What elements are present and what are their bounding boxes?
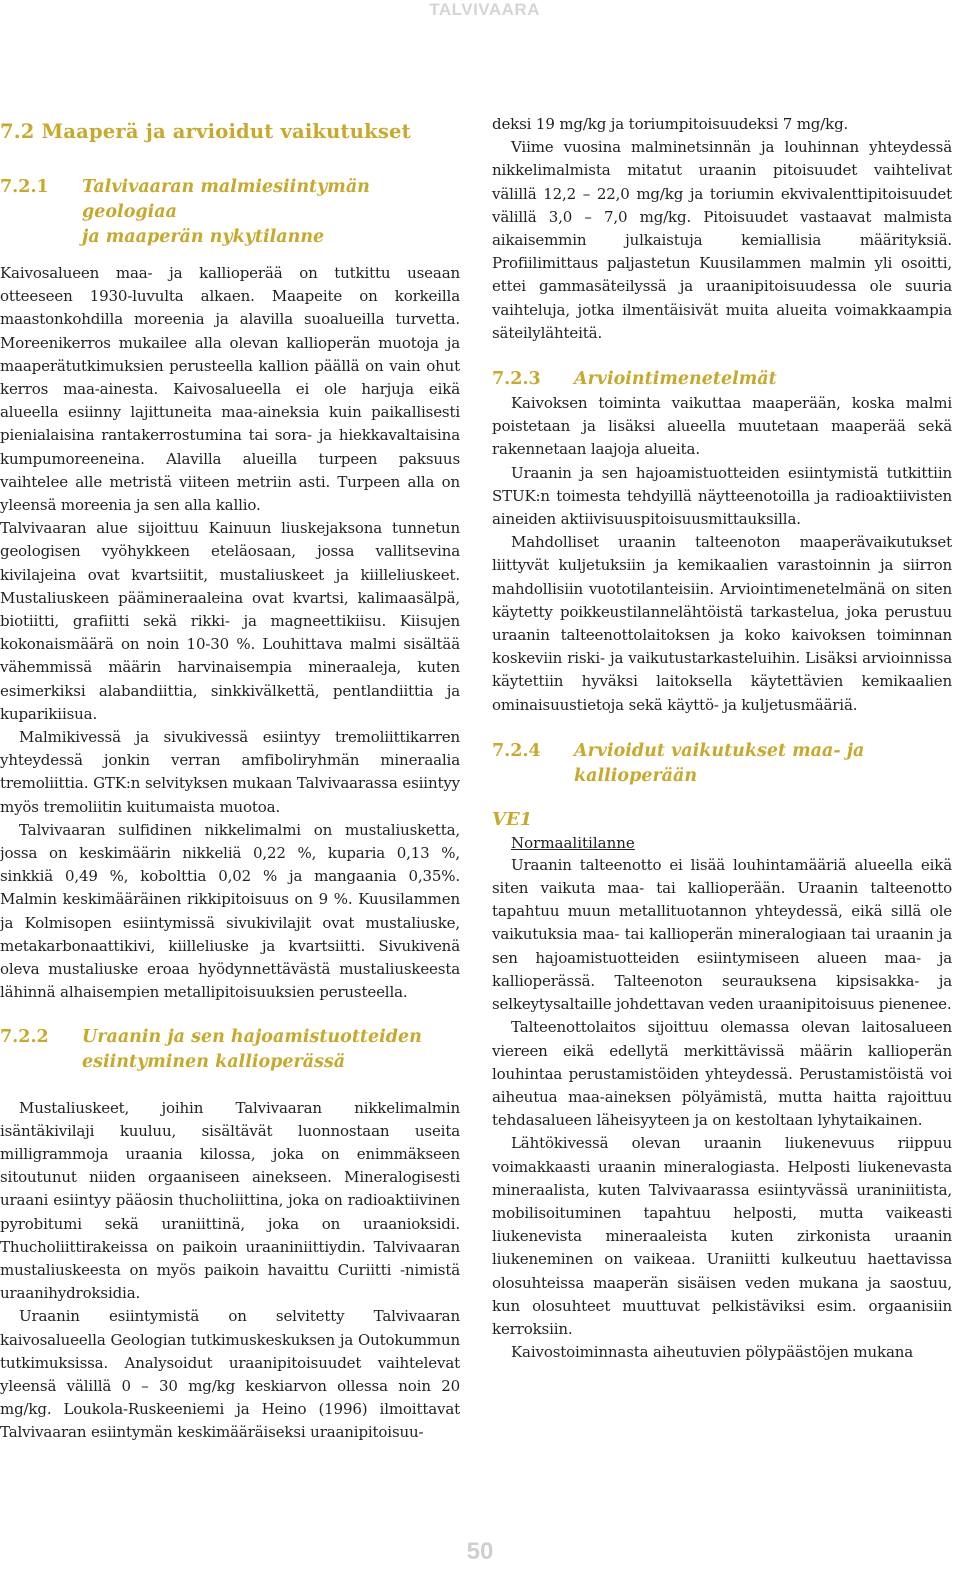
subsection-number: 7.2.4	[492, 740, 541, 761]
page-number: 50	[466, 1538, 494, 1565]
paragraph: Malmikivessä ja sivukivessä esiintyy tremoliittikarren yhteydessä jonkin verran amfiboliryhmän mineraalia tremoliittia. GTK:n selvityksen mukaan Talvivaarassa esiintyy myös tremoliitin kuitumaista muotoa.	[0, 728, 460, 816]
subsection-title-line: kallioperään	[574, 765, 698, 786]
paragraph: Mustaliuskeet, joihin Talvivaaran nikkelimalmin isäntäkivilaji kuuluu, sisältävät luonnostaan useita milligrammoja uraania kilossa, joka on enimmäkseen sitoutunut niiden orgaaniseen ainekseen. Mineralogisesti uraani esiintyy pääosin thucholiittina, joka on radioaktiivinen pyrobitumi sekä uraniittinä, joka on uraanioksidi. Thucholiittirakeissa on paikoin uraaniniittiydin. Talvivaaran mustaliuskeesta on myös paikoin havaittu Curiitti -nimistä uraanihydroksidia.	[0, 1098, 460, 1303]
subsection-title	[574, 739, 864, 789]
paragraph: Uraanin talteenotto ei lisää louhintamääriä alueella eikä siten vaikuta maa- tai kallioperään. Uraanin talteenotto tapahtuu muun metallituotannon yhteydessä, eikä sillä ole vaikutuksia maa- tai kallioperän mineralogiaan tai uraanin ja sen hajoamistuotteiden esiintymiseen alueen maa- ja kallioperässä. Talteenoton seurauksena kipsisakka- ja selkeytysaltaille johdettavan veden uraanipitoisuus pienenee.	[492, 855, 952, 1014]
subsection-title	[82, 1025, 422, 1075]
paragraph: Mahdolliset uraanin talteenoton maaperävaikutukset liittyvät kuljetuksiin ja kemikaalien varastoinnin ja siirron mahdollisiin vuototilanteisiin. Arviointimenetelmänä on siten käytetty poikkeustilannelähtöistä tarkastelua, joka perustuu uraanin talteenottolaitoksen ja koko kaivoksen toiminnan koskeviin riski- ja vaikutustarkasteluihin. Lisäksi arvioinnissa käytettiin hyväksi laitoksella käytettävien kemikaalien ominaisuustietoja sekä käyttö- ja kuljetusmääriä.	[492, 533, 952, 714]
subsection-title: Arviointimenetelmät	[574, 369, 777, 390]
subsection-number: 7.2.2	[0, 1026, 49, 1047]
subsection-title-line: Uraanin ja sen hajoamistuotteiden	[82, 1026, 422, 1047]
subsection-heading-7-2-3	[492, 367, 952, 392]
paragraph: Kaivoksen toiminta vaikuttaa maaperään, koska malmi poistetaan ja lisäksi alueella muutetaan maaperää sekä rakennetaan laajoja alueita.	[492, 394, 952, 459]
paragraph: Viime vuosina malminetsinnän ja louhinnan yhteydessä nikkelimalmista mitatut uraanin pitoisuudet vaihtelivat välillä 12,2 – 22,0 mg/kg ja toriumin ekvivalenttipitoisuudet välillä 3,0 – 7,0 mg/kg. Pitoisuudet vastaavat malmista aikaisemmin julkaistuja kemiallisia määrityksiä. Profiilimittaus paljastetun Kuusilammen malmin yli osoitti, ettei gammasäteilyssä ja uraanipitoisuudessa ole suuria vaihteluja, jotka ilmentäisivät muita alueita voimakkaampia säteilylähteitä.	[492, 138, 952, 342]
subsection-number: 7.2.3	[492, 369, 541, 390]
right-column	[492, 113, 952, 1364]
subsection-title-line: Talvivaaran malmiesiintymän geologiaa	[82, 177, 370, 222]
paragraph: Lähtökivessä olevan uraanin liukenevuus riippuu voimakkaasti uraanin mineralogiasta. Helposti liukenevasta mineraalista, kuten Talvivaarassa esiintyvässä uraniniitista, mobilisoituminen tapahtuu helposti, mutta vaikeasti liukenevista mineraaleista kuten zirkonista uraanin liukeneminen on vaikeaa. Uraniitti kulkeutuu haettavissa olosuhteissa maaperän sisäisen veden mukana ja saostuu, kun olosuhteet muuttuvat pelkistäviksi esim. orgaanisiin kerroksiin.	[492, 1134, 952, 1338]
subsection-title-line: Arvioidut vaikutukset maa- ja	[574, 740, 865, 761]
subsection-title	[82, 175, 460, 250]
subsection-title-line: ja maaperän nykytilanne	[82, 227, 325, 247]
paragraph: deksi 19 mg/kg ja toriumpitoisuudeksi 7 mg/kg.	[492, 115, 849, 133]
paragraph: Talvivaaran sulfidinen nikkelimalmi on mustaliusketta, jossa on keskimäärin nikkeliä 0,22 %, kuparia 0,13 %, sinkkiä 0,49 %, kobolttia 0,02 % ja mangaania 0,35%. Malmin keskimääräinen rikkipitoisuus on 9 %. Kuusilammen ja Kolmisopen esiintymissä sivukivilajit ovat mustaliuske, metakarbonaattikivi, kiilleliuske ja kvartsiitti. Sivukivenä oleva mustaliuske eroaa hyödynnettävästä mustaliuskeesta lähinnä alhaisempien metallipitoisuuksien perusteella.	[0, 820, 460, 1002]
left-column	[0, 110, 460, 1445]
paragraph: Kaivostoiminnasta aiheutuvien pölypäästöjen mukana	[511, 1343, 914, 1362]
subsection-number: 7.2.1	[0, 177, 49, 197]
paragraph: Uraanin esiintymistä on selvitetty Talvivaaran kaivosalueella Geologian tutkimuskeskuksen ja Outokummun tutkimuksissa. Analysoidut uraanipitoisuudet vaihtelevat yleensä välillä 0 – 30 mg/kg keskiarvon ollessa noin 20 mg/kg. Loukola-Ruskeeniemi ja Heino (1996) ilmoittavat Talvivaaran esiintymän keskimääräiseksi uraanipitoisuu-	[0, 1307, 460, 1442]
paragraph: Talvivaaran alue sijoittuu Kainuun liuskejaksona tunnetun geologisen vyöhykkeen eteläosaan, jossa vallitsevina kivilajeina ovat kvartsiitit, mustaliuskeet ja kiilleliuskeet. Mustaliuskeen päämineraaleina ovat kvartsi, kalimaasälpä, biotiitti, grafiitti sekä rikki- ja magneettikiisu. Kiisujen kokonaismäärä on noin 10-30 %. Louhittava malmi sisältää vähemmissä määrin harvinaisempia mineraaleja, kuten esimerkiksi alabandiittia, sinkkivälkettä, pentlandiittia ja kuparikiisua.	[0, 519, 460, 723]
alternative-heading-ve1: VE1	[492, 808, 533, 830]
subsection-heading-7-2-2	[0, 1025, 460, 1075]
running-header: TALVIVAARA	[429, 0, 540, 19]
section-heading: 7.2 Maaperä ja arvioidut vaikutukset	[0, 120, 411, 143]
normal-situation-label: Normaalitilanne	[511, 833, 635, 852]
paragraph: Uraanin ja sen hajoamistuotteiden esiintymistä tutkittiin STUK:n toimesta tehdyillä näytteenotoilla ja radioaktiivisten aineiden aktiivisuuspitoisuusmittauksilla.	[492, 463, 952, 529]
paragraph: Talteenottolaitos sijoittuu olemassa olevan laitosalueen viereen eikä edellytä merkittävissä määrin kallioperän louhintaa perustamistöiden yhteydessä. Perustamistöistä voi aiheutua maa-aineksen pölyämistä, mutta haitta rajoittuu tehdasalueen läheisyyteen ja on kestoltaan lyhytaikainen.	[492, 1018, 952, 1130]
subsection-title-line: esiintyminen kallioperässä	[82, 1051, 346, 1072]
subsection-heading-7-2-1	[0, 175, 460, 250]
subsection-heading-7-2-4	[492, 739, 952, 789]
paragraph: Kaivosalueen maa- ja kallioperää on tutkittu useaan otteeseen 1930-luvulta alkaen. Maapeite on korkeilla maastonkohdilla moreenia ja alavilla suoalueilla turvetta. Moreenikerros mukailee alla olevan kallioperän muotoja ja maaperätutkimuksien perusteella kallion päällä on vain ohut kerros maa-ainesta. Kaivosalueella ei ole harjuja eikä alueella esiinny lajittuneita maa-aineksia kuin paikallisesti pienialaisina rantakerrostumina tai sora- ja hiekkavaltaisina kumpumoreeneina. Alavilla alueilla turpeen paksuus vaihtelee alle metristä viiteen metriin asti. Turpeen alla on yleensä moreenia ja sen alla kallio.	[0, 264, 460, 515]
